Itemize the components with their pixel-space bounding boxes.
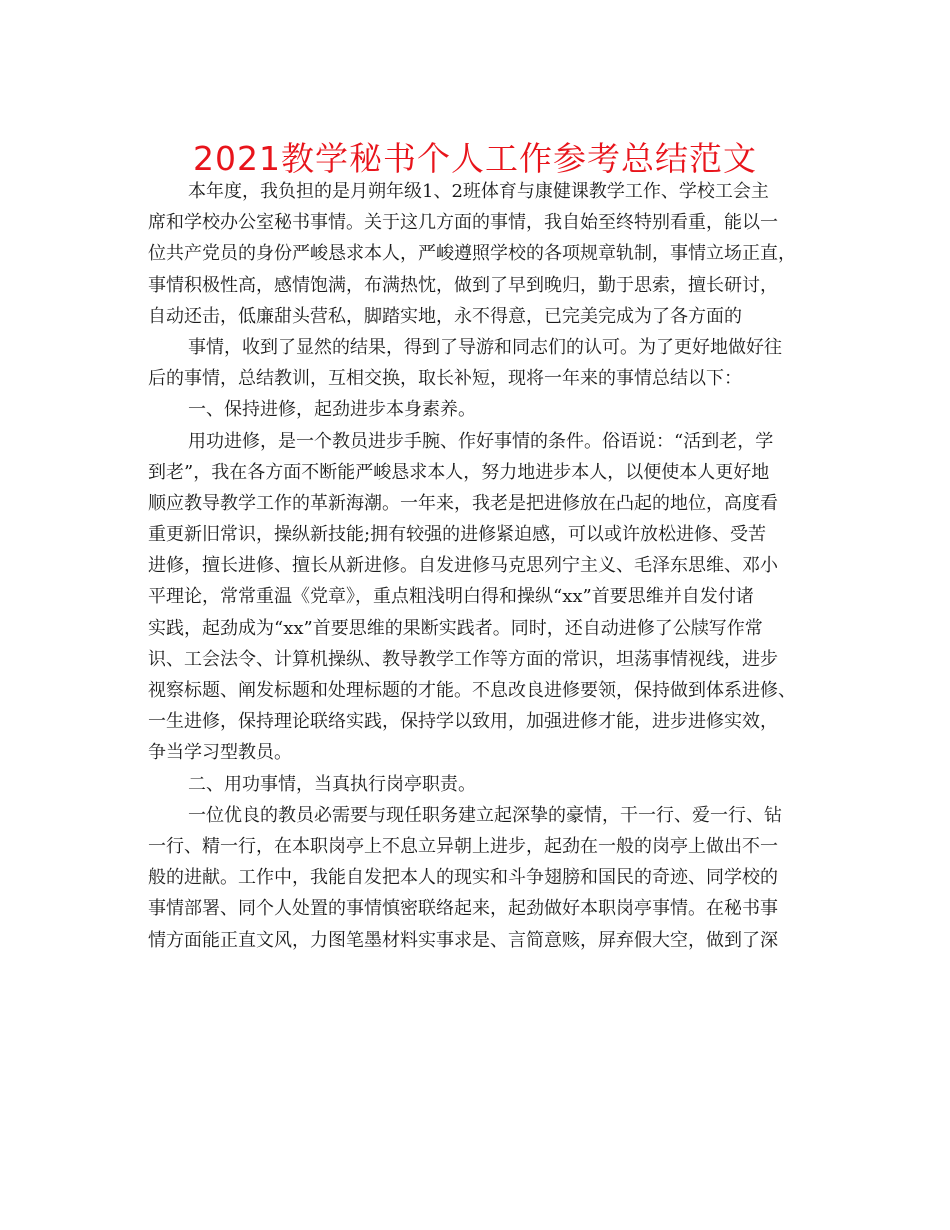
body-line: 自动还击，低廉甜头营私，脚踏实地，永不得意，已完美完成为了各方面的 [148,305,742,327]
body-line: 进修，擅长进修、擅长从新进修。自发进修马克思列宁主义、毛泽东思维、邓小 [148,555,778,577]
document-body [148,176,818,956]
body-line: 二、用功事情，当真执行岗亭职责。 [188,773,476,795]
body-line: 重更新旧常识，操纵新技能;拥有较强的进修紧迫感，可以或许放松进修、受苦 [148,524,767,546]
body-line: 事情积极性高，感情饱满，布满热忱，做到了早到晚归，勤于思索，擅长研讨， [148,274,778,296]
body-line: 本年度，我负担的是月朔年级1、2班体育与康健课教学工作、学校工会主 [188,181,769,202]
body-line: 般的进献。工作中，我能自发把本人的现实和斗争翅膀和国民的奇迹、同学校的 [148,867,778,889]
body-line: 到老”，我在各方面不断能严峻恳求本人，努力地进步本人，以便使本人更好地 [148,461,770,483]
body-line: 席和学校办公室秘书事情。关于这几方面的事情，我自始至终特别看重，能以一 [148,212,778,234]
body-line: 一位优良的教员必需要与现任职务建立起深挚的豪情，干一行、爱一行、钻 [188,804,782,826]
body-line: 顺应教导教学工作的革新海潮。一年来，我老是把进修放在凸起的地位，高度看 [148,492,778,514]
body-line: 平理论，常常重温《党章》，重点粗浅明白得和操纵“xx”首要思维并自发付诸 [148,586,754,608]
body-line: 识、工会法令、计算机操纵、教导教学工作等方面的常识，坦荡事情视线，进步 [148,648,778,670]
body-line: 后的事情，总结教训，互相交换，取长补短，现将一年来的事情总结以下： [148,368,742,390]
body-line: 一、保持进修，起劲进步本身素养。 [188,399,476,421]
body-line: 事情，收到了显然的结果，得到了导游和同志们的认可。为了更好地做好往 [188,336,782,358]
body-line: 情方面能正直文风，力图笔墨材料实事求是、言简意赅，屏弃假大空，做到了深 [148,929,778,951]
body-line: 实践，起劲成为“xx”首要思维的果断实践者。同时，还自动进修了公牍写作常 [148,617,763,639]
body-line: 争当学习型教员。 [148,742,292,764]
body-line: 视察标题、阐发标题和处理标题的才能。不息改良进修要领，保持做到体系进修、 [148,680,796,701]
body-line: 一行、精一行，在本职岗亭上不息立异朝上进步，起劲在一般的岗亭上做出不一 [148,835,778,857]
body-line: 用功进修，是一个教员进步手腕、作好事情的条件。俗语说：“活到老，学 [188,430,774,452]
document-title: 2021教学秘书个人工作参考总结范文 [193,139,757,178]
body-line: 一生进修，保持理论联络实践，保持学以致用，加强进修才能，进步进修实效， [148,711,778,733]
body-line: 事情部署、同个人处置的事情慎密联络起来，起劲做好本职岗亭事情。在秘书事 [148,898,778,920]
body-line: 位共产党员的身份严峻恳求本人，严峻遵照学校的各项规章轨制，事情立场正直， [148,243,796,265]
